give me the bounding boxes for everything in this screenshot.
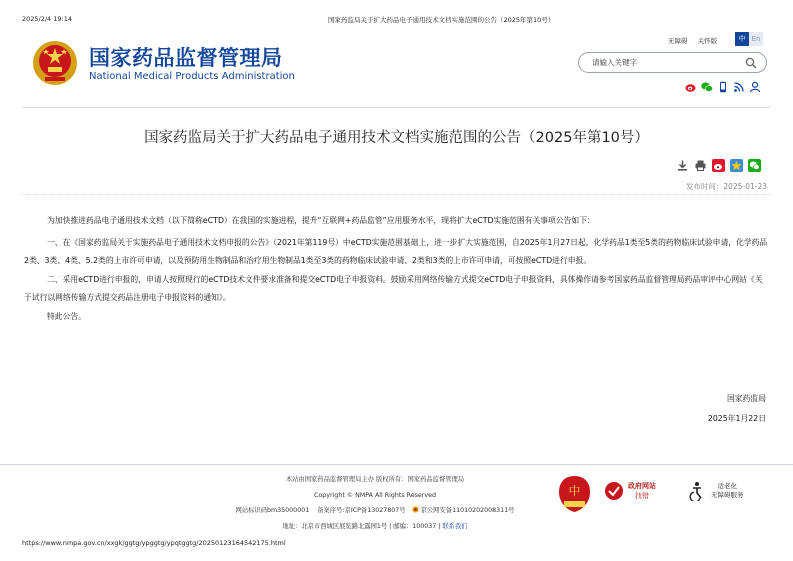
print-date: 2025/2/4 19:14 [22,15,72,23]
footer-address [195,519,555,535]
lang-cn-button[interactable]: 中 [735,32,749,46]
article-tools [676,157,761,170]
print-url: https://www.nmpa.gov.cn/xxgk/ggtg/ypggtg/ypqtggtg/20250123164542175.html [22,539,286,547]
header-divider [22,107,771,108]
meta-divider [22,194,771,195]
party-gov-badge[interactable] [558,475,591,513]
gov-website-icon [604,481,624,501]
publish-time: 发布时间：2025-01-23 [685,182,767,191]
lang-en-button[interactable]: En [749,32,763,46]
gov-website-title: 政府网站 [628,482,656,490]
article-paragraph: 一、在《国家药监局关于实施药品电子通用技术文档申报的公告》（2021年第119号）中eCTD实施范围基础上，进一步扩大实施范围，自2025年1月27日起，化学药品1类至5类的药物临床试验申请，化学药品2类、3类、4类、5.2类的上市许可申请，以及预防用生物制品和治疗用生物制品1类至3类的药物临床试验申请、2类和3类的上市许可申请，可按照eCTD进行申报。 [24,237,768,265]
accessibility-badge-line2: 无障碍服务 [711,491,744,499]
care-mode-link[interactable]: 关怀版 [697,37,718,45]
article-paragraph: 特此公告。 [47,311,86,321]
search-placeholder: 请输入关键字 [592,58,637,67]
print-icon[interactable] [694,157,707,170]
user-icon[interactable] [749,78,761,90]
footer-registration [195,503,555,519]
language-switch [735,32,763,46]
wechat-share-icon[interactable] [748,157,761,170]
weibo-icon[interactable] [685,78,697,90]
article-title: 国家药监局关于扩大药品电子通用技术文档实施范围的公告（2025年第10号） [144,130,649,146]
accessibility-link[interactable]: 无障碍 [668,37,688,45]
site-name-cn: 国家药品监督管理局 [89,46,283,70]
social-links [685,78,761,90]
site-footer [0,464,793,536]
search-icon[interactable] [745,57,757,69]
article-body [24,212,769,326]
accessibility-service-badge[interactable] [687,481,744,501]
police-badge-icon [412,506,419,513]
print-header [22,15,771,27]
police-record-link[interactable]: 京公网安备11010202008311号 [420,507,515,514]
signature-date: 2025年1月22日 [707,414,766,423]
search-input[interactable] [578,52,767,73]
national-emblem-logo[interactable] [31,39,79,87]
address-text: 地址：北京市西城区展览路北露园1号 | 邮编：100037 | [282,522,441,530]
article-paragraph: 为加快推进药品电子通用技术文档（以下简称eCTD）在我国的实施进程，提升“互联网+药品监管”应用服务水平，现将扩大eCTD实施范围有关事项公告如下： [47,216,595,225]
icp-record-link[interactable]: 备案序号:京ICP备13027807号 [317,507,406,514]
accessibility-icon [687,481,707,501]
footer-copyright: Copyright © NMPA All Rights Reserved [314,491,436,499]
footer-info [195,472,555,534]
download-icon[interactable] [676,157,689,170]
top-links [668,36,725,45]
accessibility-badge-line1: 适老化 [717,482,737,490]
article-paragraph: 二、采用eCTD进行申报的，申请人按照现行的eCTD技术文件要求准备和提交eCTD电子申报资料。鼓励采用网络传输方式提交eCTD电子申报资料，具体操作请参考国家药品监督管理局药品审评中心网站《关于试行以网络传输方式提交药品注册电子申报资料的通知》。 [24,274,763,302]
print-title: 国家药监局关于扩大药品电子通用技术文档实施范围的公告（2025年第10号） [328,16,555,24]
gov-website-error-badge[interactable] [604,481,656,501]
rss-icon[interactable] [733,78,745,90]
contact-us-link[interactable]: 联系我们 [442,522,468,530]
site-id: 网站标识码bm35000001 [235,507,310,514]
site-name-en: National Medical Products Administration [89,71,295,82]
weibo-share-icon[interactable] [712,157,725,170]
wechat-icon[interactable] [701,78,713,90]
qzone-share-icon[interactable] [730,157,743,170]
footer-sponsor: 本站由国家药品监督管理局主办 版权所有：国家药品监督管理局 [285,476,465,483]
gov-website-sub: 找错 [635,492,649,500]
mobile-icon[interactable] [717,78,729,90]
signature-org: 国家药监局 [727,394,766,403]
svg-text:中: 中 [568,484,581,498]
